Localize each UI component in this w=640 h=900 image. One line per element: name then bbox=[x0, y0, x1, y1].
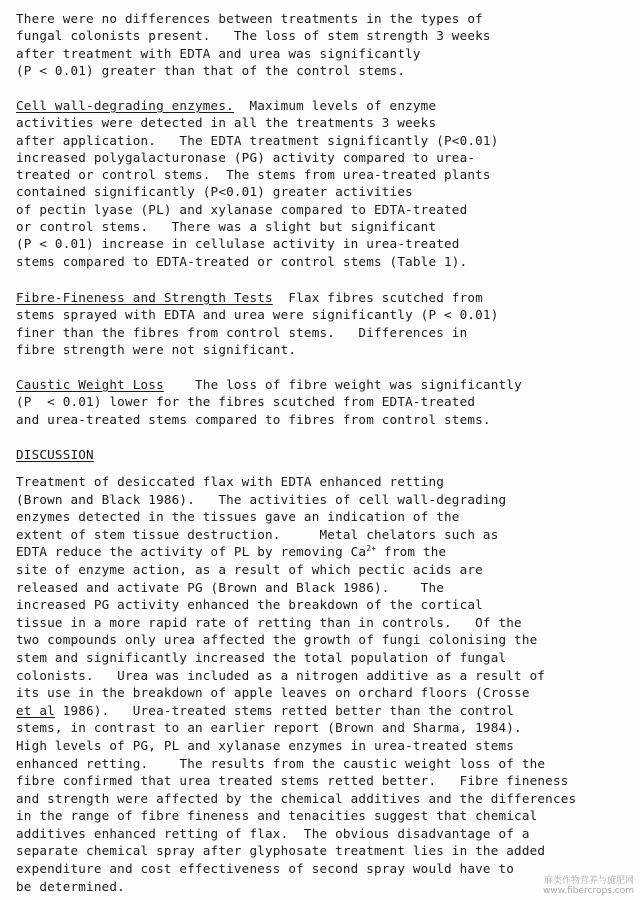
text-line: stems, in contrast to an earlier report (Brown and Sharma, 1984). bbox=[16, 720, 522, 736]
enzymes-heading: Cell wall-degrading enzymes. bbox=[16, 98, 234, 113]
text-line: after application. The EDTA treatment significantly (P<0.01) bbox=[16, 132, 499, 148]
discussion-paragraph bbox=[16, 473, 636, 895]
text-line: tissue in a more rapid rate of retting than in controls. Of the bbox=[16, 614, 522, 630]
text-run: 1986). Urea-treated stems retted better than the control bbox=[54, 702, 515, 718]
text-line: contained significantly (P<0.01) greater activities bbox=[16, 184, 413, 200]
text-line: site of enzyme action, as a result of which pectic acids are bbox=[16, 561, 483, 577]
text-line bbox=[16, 289, 636, 306]
text-line: fibre strength were not significant. bbox=[16, 341, 297, 357]
site-watermark bbox=[543, 876, 634, 896]
superscript: 2+ bbox=[366, 544, 377, 554]
text-line: additives enhanced retting of flax. The obvious disadvantage of a bbox=[16, 825, 530, 841]
watermark-line: 麻类作物营养与施肥网 bbox=[543, 876, 634, 886]
text-line: separate chemical spray after glyphosate treatment lies in the added bbox=[16, 843, 546, 859]
text-line: increased PG activity enhanced the breakdown of the cortical bbox=[16, 597, 483, 613]
text-line bbox=[16, 543, 636, 561]
enzymes-paragraph bbox=[16, 97, 636, 270]
text-line: activities were detected in all the treatments 3 weeks bbox=[16, 115, 437, 131]
text-line: finer than the fibres from control stems. Differences in bbox=[16, 324, 468, 340]
text-line bbox=[16, 376, 636, 393]
text-line: Treatment of desiccated flax with EDTA enhanced retting bbox=[16, 474, 445, 489]
text-line bbox=[16, 702, 636, 720]
text-line: colonists. Urea was included as a nitrogen additive as a result of bbox=[16, 667, 546, 683]
text-line: fibre confirmed that urea treated stems retted better. Fibre fineness bbox=[16, 773, 569, 789]
text-line: fungal colonists present. The loss of stem strength 3 weeks bbox=[16, 28, 491, 44]
text-line: and urea-treated stems compared to fibres from control stems. bbox=[16, 411, 491, 427]
text-line: treated or control stems. The stems from urea-treated plants bbox=[16, 167, 491, 183]
fibre-heading: Fibre-Fineness and Strength Tests bbox=[16, 290, 273, 305]
text-line: and strength were affected by the chemical additives and the differences bbox=[16, 790, 577, 806]
text-run: The loss of fibre weight was significantly bbox=[163, 377, 522, 392]
text-line: of pectin lyase (PL) and xylanase compared to EDTA-treated bbox=[16, 201, 468, 217]
text-line bbox=[16, 97, 636, 114]
text-line: in the range of fibre fineness and tenacities suggest that chemical bbox=[16, 808, 538, 824]
caustic-heading: Caustic Weight Loss bbox=[16, 377, 164, 392]
watermark-url: www.fibercrops.com bbox=[543, 886, 634, 896]
text-line: increased polygalacturonase (PG) activity compared to urea- bbox=[16, 149, 476, 165]
text-line: stems compared to EDTA-treated or control stems (Table 1). bbox=[16, 253, 468, 269]
text-run: EDTA reduce the activity of PL by removing Ca bbox=[16, 544, 367, 560]
text-run: Flax fibres scutched from bbox=[272, 290, 483, 305]
text-line: or control stems. There was a slight but significant bbox=[16, 219, 437, 235]
text-line: released and activate PG (Brown and Black 1986). The bbox=[16, 579, 445, 595]
discussion-heading-block bbox=[16, 446, 636, 463]
text-run: Maximum levels of enzyme bbox=[233, 98, 437, 113]
text-line: enhanced retting. The results from the caustic weight loss of the bbox=[16, 755, 546, 771]
text-line: expenditure and cost effectiveness of second spray would have to bbox=[16, 861, 515, 877]
caustic-paragraph bbox=[16, 376, 636, 428]
text-line: There were no differences between treatments in the types of bbox=[16, 11, 483, 26]
fibre-paragraph bbox=[16, 289, 636, 358]
text-line: stems sprayed with EDTA and urea were significantly (P < 0.01) bbox=[16, 307, 499, 323]
text-line: after treatment with EDTA and urea was significantly bbox=[16, 45, 421, 61]
text-line: stem and significantly increased the total population of fungal bbox=[16, 649, 507, 665]
text-line: (P < 0.01) lower for the fibres scutched from EDTA-treated bbox=[16, 394, 476, 410]
text-run: from the bbox=[376, 544, 447, 560]
text-line: High levels of PG, PL and xylanase enzymes in urea-treated stems bbox=[16, 737, 515, 753]
text-line: its use in the breakdown of apple leaves on orchard floors (Crosse bbox=[16, 685, 530, 701]
text-line: be determined. bbox=[16, 878, 125, 894]
text-line: (P < 0.01) increase in cellulase activity in urea-treated bbox=[16, 236, 460, 252]
text-line: two compounds only urea affected the growth of fungi colonising the bbox=[16, 632, 538, 648]
text-line: (Brown and Black 1986). The activities of cell wall-degrading bbox=[16, 491, 507, 507]
text-line: enzymes detected in the tissues gave an indication of the bbox=[16, 509, 460, 525]
et-al: et al bbox=[16, 702, 55, 718]
results-paragraph bbox=[16, 10, 636, 79]
text-line: extent of stem tissue destruction. Metal chelators such as bbox=[16, 526, 499, 542]
discussion-heading: DISCUSSION bbox=[16, 447, 94, 462]
text-line: (P < 0.01) greater than that of the control stems. bbox=[16, 62, 406, 78]
